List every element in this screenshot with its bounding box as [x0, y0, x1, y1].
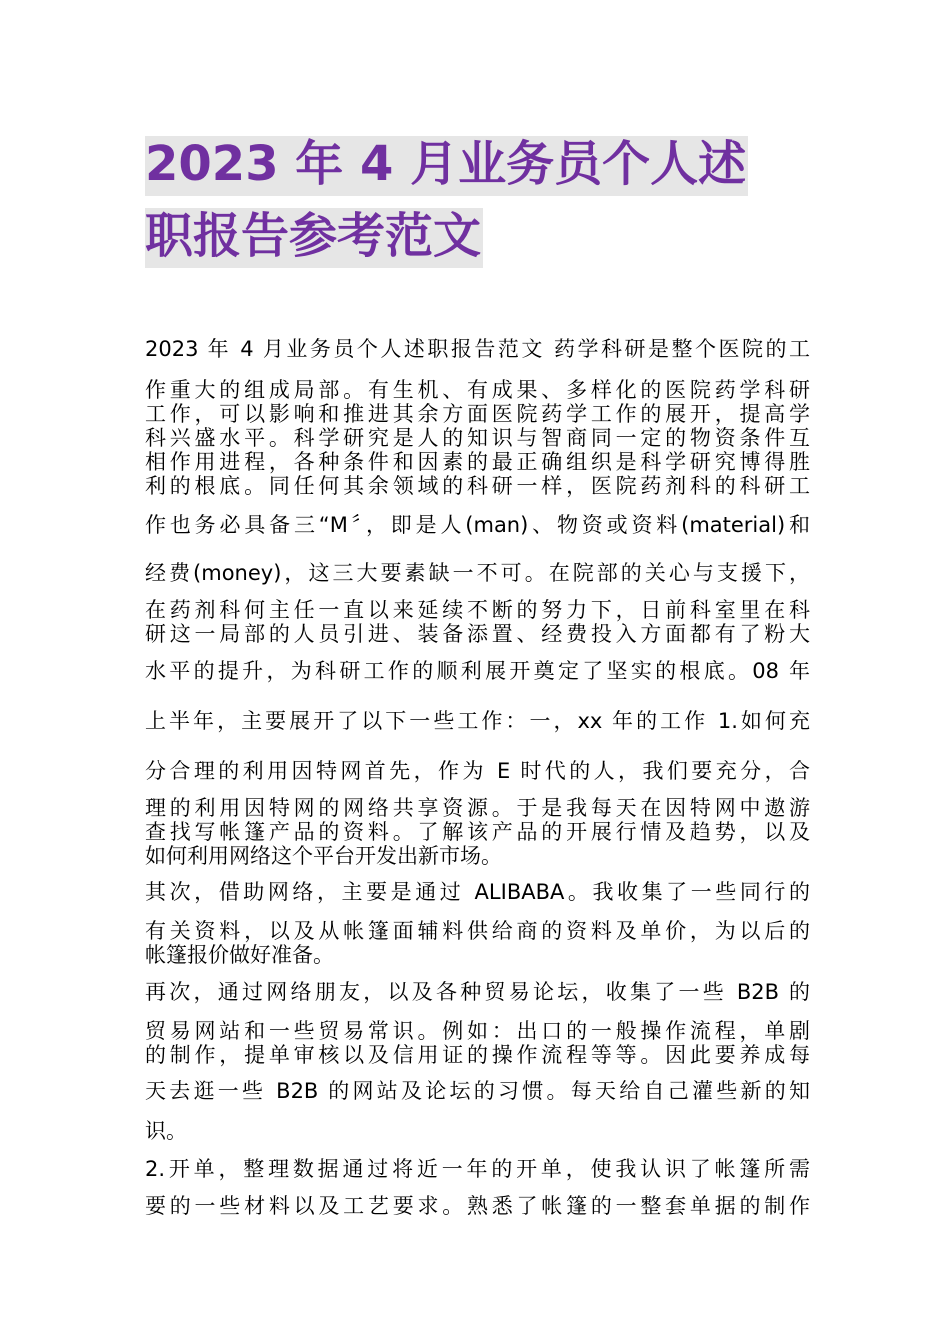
body-line: 2.开单，整理数据通过将近一年的开单，使我认识了帐篷所需 [145, 1158, 810, 1181]
body-line: 其次，借助网络，主要是通过 ALIBABA。我收集了一些同行的 [145, 881, 810, 904]
body-line: 识。 [145, 1120, 187, 1143]
body-line: 贸易网站和一些贸易常识。例如：出口的一般操作流程，单剧 [145, 1020, 810, 1043]
body-line: 帐篷报价做好准备。 [145, 944, 334, 967]
body-line: 如何利用网络这个平台开发出新市场。 [145, 845, 502, 868]
body-line: 再次，通过网络朋友，以及各种贸易论坛，收集了一些 B2B 的 [145, 981, 810, 1004]
title-line-2: 职报告参考范文 [145, 200, 815, 272]
body-line: 有关资料，以及从帐篷面辅料供给商的资料及单价，为以后的 [145, 920, 810, 943]
body-line: 的制作，提单审核以及信用证的操作流程等等。因此要养成每 [145, 1044, 810, 1067]
document-title [145, 128, 815, 272]
body-line: 研这一局部的人员引进、装备添置、经费投入方面都有了粉大 [145, 623, 810, 646]
body-line: 经费(money)，这三大要素缺一不可。在院部的关心与支援下， [145, 562, 810, 585]
body-line: 相作用进程，各种条件和因素的最正确组织是科学研究博得胜 [145, 451, 810, 474]
body-line: 作也务必具备三“M〞，即是人(man)、物资或资料(material)和 [145, 514, 810, 537]
body-line: 水平的提升，为科研工作的顺利展开奠定了坚实的根底。08 年 [145, 660, 810, 683]
body-line: 在药剂科何主任一直以来延续不断的努力下，日前科室里在科 [145, 599, 810, 622]
body-line: 天去逛一些 B2B 的网站及论坛的习惯。每天给自己灌些新的知 [145, 1080, 810, 1103]
body-line: 理的利用因特网的网络共享资源。于是我每天在因特网中遨游 [145, 797, 810, 820]
body-line: 查找写帐篷产品的资料。了解该产品的开展行情及趋势，以及 [145, 821, 810, 844]
body-line: 工作，可以影响和推进其余方面医院药学工作的展开，提高学 [145, 403, 810, 426]
body-line: 作重大的组成局部。有生机、有成果、多样化的医院药学科研 [145, 379, 810, 402]
body-line: 分合理的利用因特网首先，作为 E 时代的人，我们要充分，合 [145, 760, 810, 783]
body-line: 上半年，主要展开了以下一些工作：一，xx 年的工作 1.如何充 [145, 710, 810, 733]
title-line-1: 2023 年 4 月业务员个人述 [145, 128, 815, 200]
body-line: 2023 年 4 月业务员个人述职报告范文 药学科研是整个医院的工 [145, 338, 810, 361]
body-line: 要的一些材料以及工艺要求。熟悉了帐篷的一整套单据的制作 [145, 1195, 810, 1218]
body-line: 科兴盛水平。科学研究是人的知识与智商同一定的物资条件互 [145, 427, 810, 450]
body-line: 利的根底。同任何其余领域的科研一样，医院药剂科的科研工 [145, 475, 810, 498]
